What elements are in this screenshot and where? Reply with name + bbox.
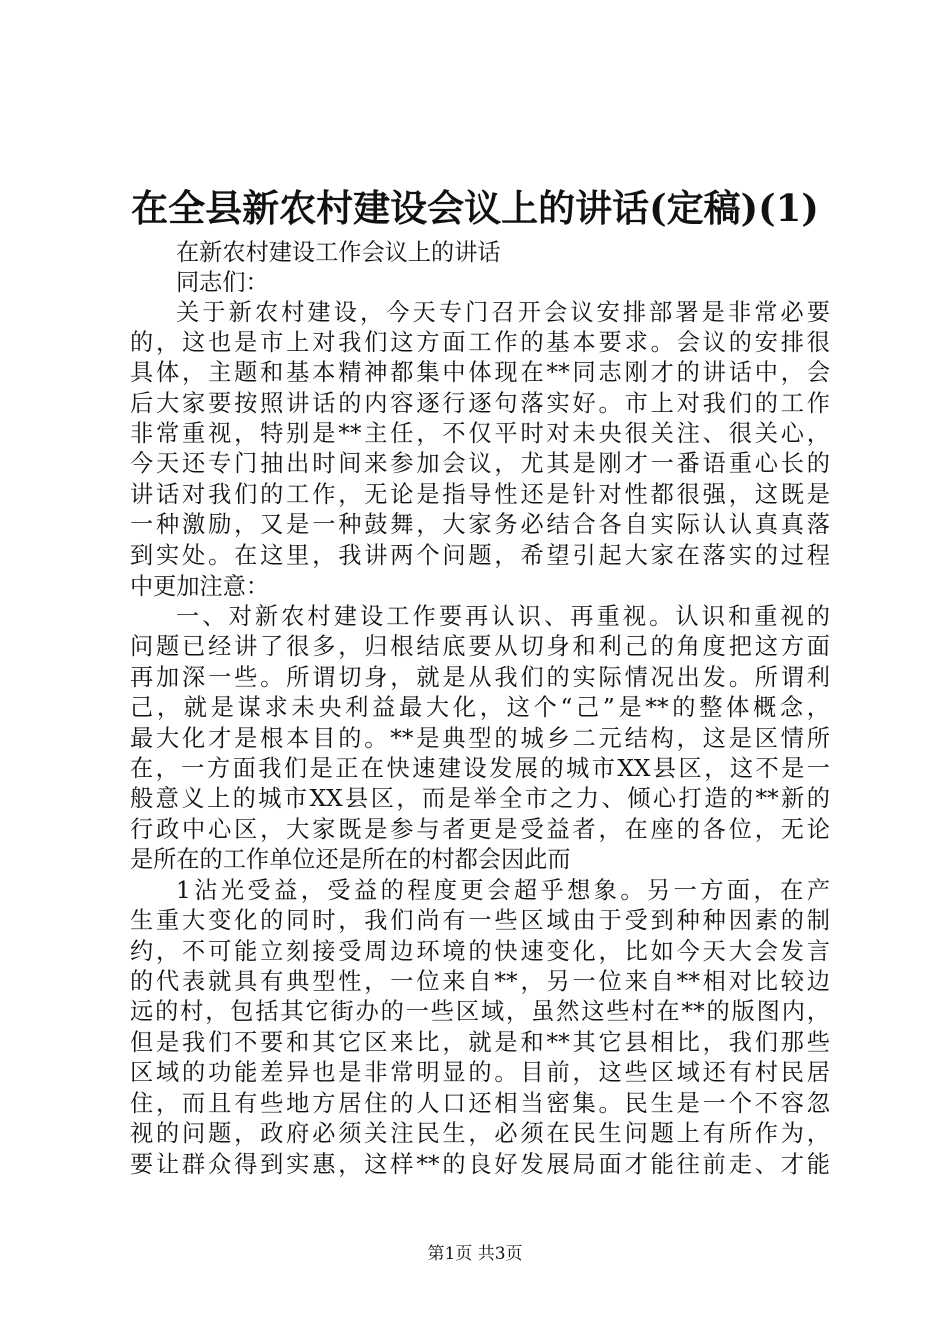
text-line: 后大家要按照讲话的内容逐行逐句落实好。市上对我们的工作 xyxy=(130,390,830,417)
text-line: 一种激励，又是一种鼓舞，大家务必结合各自实际认认真真落 xyxy=(130,511,830,538)
text-line: 是所在的工作单位还是所在的村都会因此而 xyxy=(130,846,571,873)
text-line: 区域的功能差异也是非常明显的。目前，这些区域还有村民居 xyxy=(130,1059,830,1086)
text-line: 中更加注意： xyxy=(130,573,270,600)
text-line: 生重大变化的同时，我们尚有一些区域由于受到种种因素的制 xyxy=(130,907,830,934)
text-line: 远的村，包括其它街办的一些区域，虽然这些村在**的版图内， xyxy=(130,998,830,1025)
text-line: 般意义上的城市XX县区，而是举全市之力、倾心打造的**新的 xyxy=(130,785,830,812)
text-line: 但是我们不要和其它区来比，就是和**其它县相比，我们那些 xyxy=(130,1029,830,1056)
text-line: 非常重视，特别是**主任，不仅平时对未央很关注、很关心， xyxy=(130,420,830,447)
text-line: 具体，主题和基本精神都集中体现在**同志刚才的讲话中，会 xyxy=(130,359,830,386)
text-line: 问题已经讲了很多，归根结底要从切身和利己的角度把这方面 xyxy=(130,633,830,660)
text-line: 约，不可能立刻接受周边环境的快速变化，比如今天大会发言 xyxy=(130,938,830,965)
text-line: 要让群众得到实惠，这样**的良好发展局面才能往前走、才能 xyxy=(130,1151,830,1178)
text-line: 己，就是谋求未央利益最大化，这个“己”是**的整体概念， xyxy=(130,694,830,721)
text-line: 讲话对我们的工作，无论是指导性还是针对性都很强，这既是 xyxy=(130,481,830,508)
page-footer: 第1页 共3页 xyxy=(427,1244,523,1264)
text-line: 再加深一些。所谓切身，就是从我们的实际情况出发。所谓利 xyxy=(130,664,830,691)
text-line: 的代表就具有典型性，一位来自**，另一位来自**相对比较边 xyxy=(130,968,830,995)
text-line: 关于新农村建设，今天专门召开会议安排部署是非常必要 xyxy=(176,299,830,326)
text-line: 同志们： xyxy=(176,269,269,296)
text-line: 到实处。在这里，我讲两个问题，希望引起大家在落实的过程 xyxy=(130,542,830,569)
text-line: 视的问题，政府必须关注民生，必须在民生问题上有所作为， xyxy=(130,1120,830,1147)
text-line: 行政中心区，大家既是参与者更是受益者，在座的各位，无论 xyxy=(130,816,830,843)
text-line: 的，这也是市上对我们这方面工作的基本要求。会议的安排很 xyxy=(130,329,830,356)
text-line: 在，一方面我们是正在快速建设发展的城市XX县区，这不是一 xyxy=(130,755,830,782)
text-line: 1沾光受益，受益的程度更会超乎想象。另一方面，在产 xyxy=(176,877,830,904)
text-line: 一、对新农村建设工作要再认识、再重视。认识和重视的 xyxy=(176,603,830,630)
page-title: 在全县新农村建设会议上的讲话(定稿)(1) xyxy=(131,186,819,230)
text-line: 今天还专门抽出时间来参加会议，尤其是刚才一番语重心长的 xyxy=(130,450,830,477)
text-line: 最大化才是根本目的。**是典型的城乡二元结构，这是区情所 xyxy=(130,725,830,752)
text-line: 在新农村建设工作会议上的讲话 xyxy=(176,239,501,266)
text-line: 住，而且有些地方居住的人口还相当密集。民生是一个不容忽 xyxy=(130,1090,830,1117)
